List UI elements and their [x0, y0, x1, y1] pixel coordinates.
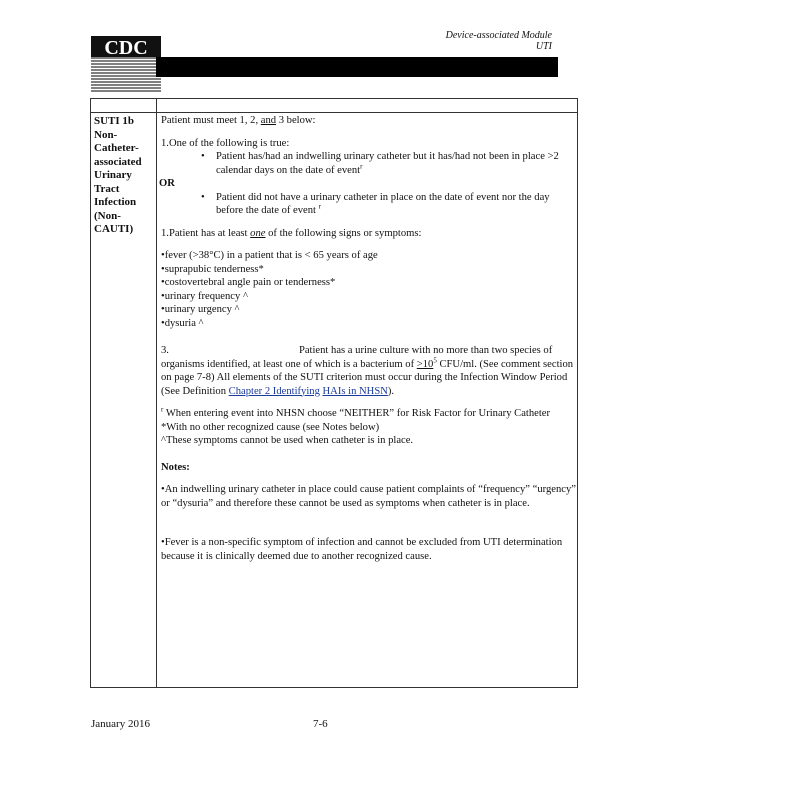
note-1: •An indwelling urinary catheter in place could cause patient complaints of “frequency” “urgency” or “dysuria” and therefore these cannot be used as symptoms when catheter is in place. — [161, 484, 576, 509]
criterion-1-title: 1.One of the following is true: — [161, 137, 290, 149]
column-divider — [156, 99, 157, 687]
header-bar — [156, 57, 558, 77]
notes-title: Notes: — [161, 461, 190, 473]
criterion-2-title: 1.Patient has at least one of the following signs or symptoms: — [161, 227, 422, 239]
criterion-3: 3. Patient has a urine culture with no more than two species of organisms identified, at least one of which is a bacterium of $>10^5$ CFU/ml. (See comment section on page 7-8) All elements of the SUTI criterion must occur during the Infection Window Period (See Definition Chapter 2 Identifying HAIs in NHSN). — [161, 345, 574, 397]
logo-text: CDC — [104, 37, 148, 59]
chapter-2-link[interactable]: Chapter 2 Identifying — [228, 385, 320, 397]
page-number: 7-6 — [313, 718, 328, 730]
header-section: UTI — [535, 41, 552, 52]
or-label: OR — [159, 178, 175, 189]
cdc-logo — [91, 36, 161, 94]
row-divider — [91, 112, 577, 113]
note-2: •Fever is a non-specific symptom of infection and cannot be excluded from UTI determination because it is clinically deemed due to another recognized cause. — [161, 537, 563, 562]
symptom-item: •costovertebral angle pain or tenderness* — [161, 277, 336, 288]
symptom-list — [161, 249, 576, 330]
header-module: Device-associated Module — [445, 30, 552, 41]
intro: Patient must meet 1, 2, and 3 below: — [161, 115, 316, 126]
symptom-item: •urinary urgency ^ — [161, 304, 240, 315]
criterion-text — [161, 114, 576, 563]
criterion-1-bullet-2: • Patient did not have a urinary catheter in place on the date of event nor the day before the date of event $^r$ — [201, 191, 550, 216]
criteria-table — [90, 98, 578, 688]
symptom-item: •urinary frequency ^ — [161, 290, 248, 302]
running-header — [446, 30, 552, 52]
symptom-item: •fever (>38°C) in a patient that is < 65 years of age — [161, 250, 378, 261]
symptom-item: •suprapubic tenderness* — [161, 263, 264, 275]
footer-date: January 2016 — [91, 718, 150, 730]
footnote-caret: ^These symptoms cannot be used when catheter is in place. — [161, 435, 414, 446]
symptom-item: •dysuria ^ — [161, 317, 204, 329]
criterion-label: SUTI 1b Non-Catheter-associated Urinary Tract Infection (Non-CAUTI) — [94, 115, 142, 235]
footnote-star: *With no other recognized cause (see Notes below) — [161, 421, 380, 433]
footnote-r: $^r$ When entering event into NHSN choose “NEITHER” for Risk Factor for Urinary Catheter — [161, 405, 551, 419]
criterion-1-bullet-1: • Patient has/had an indwelling urinary catheter but it has/had not been in place >2 calendar days on the date of event$^r$ — [201, 151, 559, 176]
hais-in-nhsn-link[interactable]: HAIs in NHSN — [322, 385, 388, 397]
